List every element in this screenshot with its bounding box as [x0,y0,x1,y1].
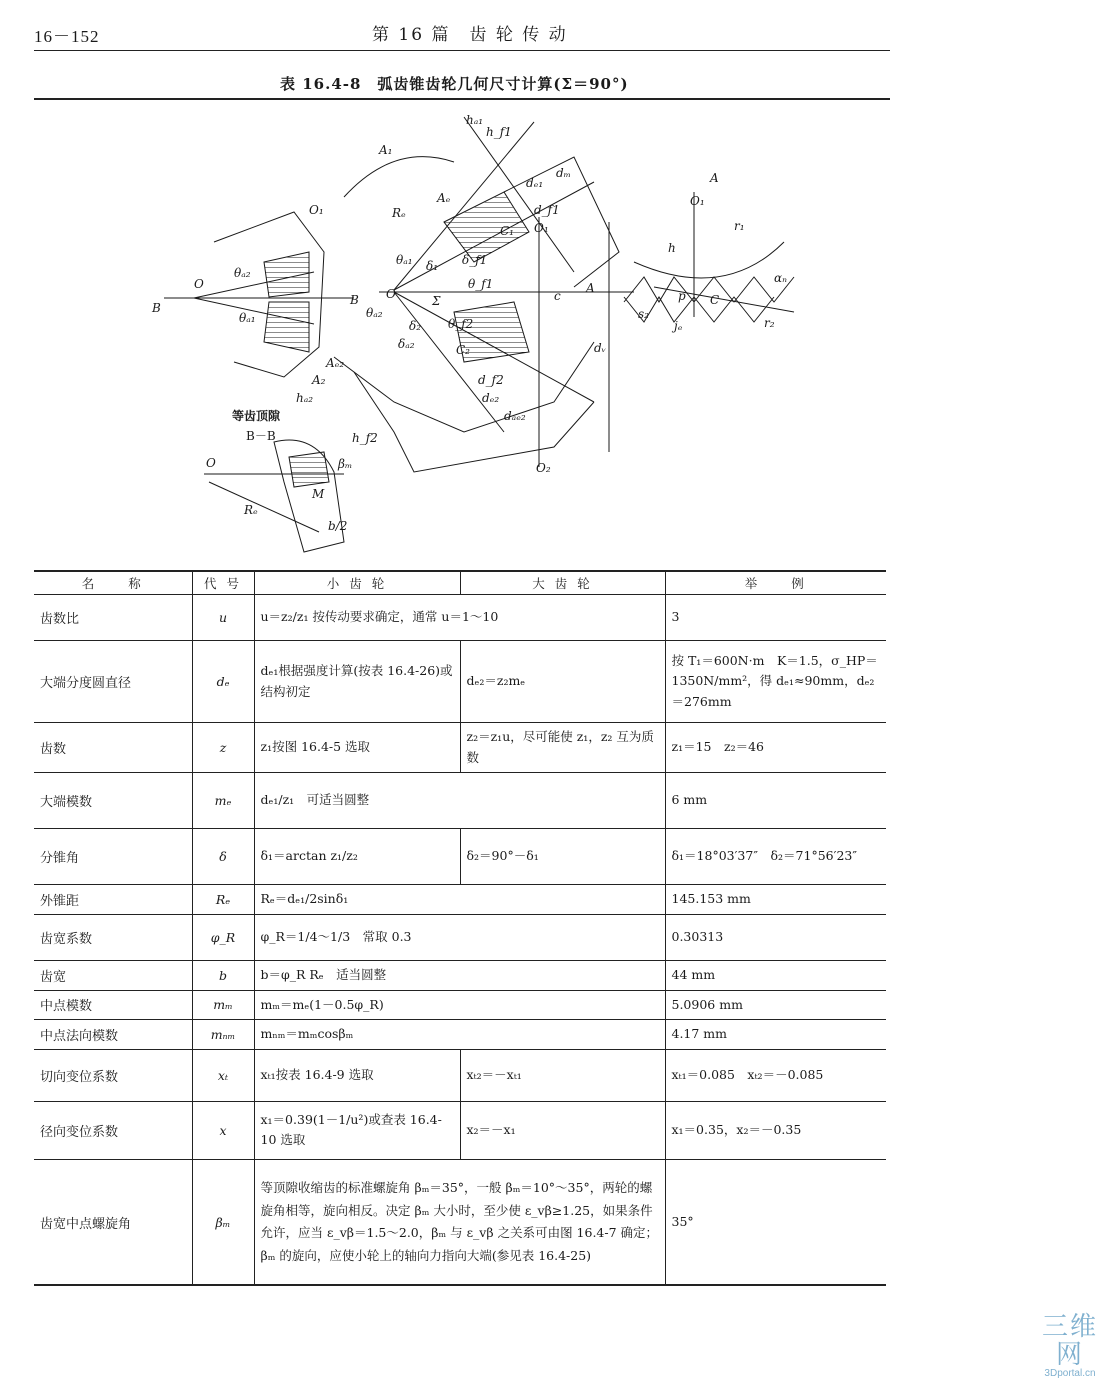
label-delta-f1: δ_f1 [462,253,488,267]
label-de2: dₑ₂ [482,391,500,405]
row-example: δ₁＝18°03′37″ δ₂＝71°56′23″ [665,829,886,885]
row-name: 齿宽系数 [34,914,192,960]
table-title: 表 16.4-8 弧齿锥齿轮几何尺寸计算(Σ＝90°) [280,75,629,93]
row-pinion: δ₁＝arctan z₁/z₂ [254,829,460,885]
label-A: A [586,281,595,295]
col-header-gear: 大 齿 轮 [460,571,665,595]
watermark-main: 三维网 [1041,1311,1098,1369]
row-gear: dₑ₂＝z₂mₑ [460,641,665,723]
row-gear: δ₂＝90°－δ₁ [460,829,665,885]
label-ha1: hₐ₁ [466,113,484,127]
label-B-left: B [152,301,161,315]
label-theta-f2: θ_f2 [448,317,474,331]
label-M: M [312,487,325,501]
row-symbol: mₘ [192,990,254,1020]
table-header-row [34,571,886,595]
label-beta-m: βₘ [338,457,353,471]
label-section-title: 等齿顶隙 [232,409,281,423]
pitch-line [654,287,794,312]
row-name: 径向变位系数 [34,1101,192,1159]
row-symbol: x [192,1101,254,1159]
label-C-right: C [710,293,720,307]
label-O2: O₂ [536,461,551,475]
table-row [34,1020,886,1050]
page-number: 16－152 [34,27,100,46]
row-name: 大端模数 [34,773,192,829]
label-section-name: B－B [246,429,276,443]
row-example: 3 [665,595,886,641]
row-name: 外锥距 [34,885,192,915]
table-row [34,1101,886,1159]
row-formula: mₙₘ＝mₘcosβₘ [254,1020,665,1050]
label-A-right: A [710,171,719,185]
tooth-profile-upper [624,277,794,302]
label-Ae: Aₑ [437,191,451,205]
label-ha2: hₐ₂ [296,391,314,405]
row-name: 齿数 [34,723,192,773]
row-example: 6 mm [665,773,886,829]
row-example: 5.0906 mm [665,990,886,1020]
table-row [34,914,886,960]
label-theta-a2-left: θₐ₂ [234,266,251,280]
row-symbol: b [192,960,254,990]
row-example: 0.30313 [665,914,886,960]
label-Re-low: Rₑ [244,503,258,517]
label-h: h [668,241,676,255]
bevel-gear-diagram [34,102,890,567]
label-C2: C₂ [456,343,470,357]
row-symbol: δ [192,829,254,885]
row-formula: b＝φ_R Rₑ 适当圆整 [254,960,665,990]
geometry-calculation-table [34,570,886,1286]
label-b2: b/2 [328,519,348,533]
row-formula: Rₑ＝dₑ₁/2sinδ₁ [254,885,665,915]
row-name: 中点法向模数 [34,1020,192,1050]
row-symbol: dₑ [192,641,254,723]
row-name: 齿数比 [34,595,192,641]
label-O1-right: O₁ [690,194,705,208]
table-row [34,1049,886,1101]
row-symbol: Rₑ [192,885,254,915]
row-example: 44 mm [665,960,886,990]
label-alpha-n: αₙ [774,271,787,285]
col-header-name: 名 称 [34,571,192,595]
label-O-left: O [194,277,204,291]
label-delta-a2: δₐ₂ [398,337,415,351]
row-example: 4.17 mm [665,1020,886,1050]
label-O1-left: O₁ [309,203,324,217]
row-pinion: z₁按图 16.4-5 选取 [254,723,460,773]
label-de1: dₑ₁ [526,176,544,190]
row-pinion: dₑ₁根据强度计算(按表 16.4-26)或结构初定 [254,641,460,723]
label-dae2: dₐₑ₂ [504,409,526,423]
col-header-pinion: 小 齿 轮 [254,571,460,595]
label-B-right: B [350,293,359,307]
label-je: jₑ [674,319,683,333]
row-symbol: βₘ [192,1159,254,1285]
row-symbol: mₙₘ [192,1020,254,1050]
row-name: 分锥角 [34,829,192,885]
label-r1: r₁ [734,219,745,233]
row-symbol: φ_R [192,914,254,960]
table-row [34,829,886,885]
row-symbol: xₜ [192,1049,254,1101]
label-theta-a2: θₐ₂ [366,306,383,320]
bb-hatch [289,452,329,487]
label-A2: A₂ [312,373,326,387]
label-c: c [554,289,561,303]
table-row [34,641,886,723]
label-theta-a1: θₐ₁ [396,253,413,267]
col-header-symbol: 代 号 [192,571,254,595]
label-delta1: δ₁ [426,259,439,273]
pinion-tooth-section [444,192,529,262]
label-O1: O₁ [534,221,549,235]
row-example: 145.153 mm [665,885,886,915]
row-example: 按 T₁＝600N·m K＝1.5，σ_HP＝1350N/mm²，得 dₑ₁≈90mm，dₑ₂＝276mm [665,641,886,723]
table-row [34,723,886,773]
left-hatch-upper [264,252,309,297]
label-hf2: h_f2 [352,431,378,445]
label-Ae2: Aₑ₂ [326,356,345,370]
row-name: 齿宽 [34,960,192,990]
row-symbol: mₑ [192,773,254,829]
label-theta-f1: θ_f1 [468,277,494,291]
pinion-pitch-arc [634,242,784,278]
table-row [34,773,886,829]
label-dm: dₘ [556,166,572,180]
row-formula: mₘ＝mₑ(1－0.5φ_R) [254,990,665,1020]
bb-cone-line [209,482,319,532]
table-row [34,960,886,990]
watermark [1032,1312,1108,1379]
row-gear: z₂＝z₁u，尽可能使 z₁，z₂ 互为质数 [460,723,665,773]
label-delta2: δ₂ [409,319,422,333]
gear-geometry-svg [34,102,890,567]
watermark-sub: 3Dportal.cn [1044,1368,1096,1379]
col-header-example: 举 例 [665,571,886,595]
header-rule [34,50,890,51]
label-O-low: O [206,456,216,470]
label-O: O [386,287,396,301]
label-sigma: Σ [432,294,441,308]
left-hatch-lower [264,302,309,352]
row-formula: u＝z₂/z₁ 按传动要求确定，通常 u＝1～10 [254,595,665,641]
row-name: 切向变位系数 [34,1049,192,1101]
label-A1: A₁ [379,143,393,157]
table-row [34,885,886,915]
row-formula: φ_R＝1/4～1/3 常取 0.3 [254,914,665,960]
label-r2: r₂ [764,316,775,330]
row-symbol: z [192,723,254,773]
label-C1: C₁ [500,224,514,238]
label-df1: d_f1 [534,203,560,217]
row-symbol: u [192,595,254,641]
label-Re: Rₑ [392,206,406,220]
row-pinion: xₜ₁按表 16.4-9 选取 [254,1049,460,1101]
row-example: xₜ₁＝0.085 xₜ₂＝－0.085 [665,1049,886,1101]
row-name: 中点模数 [34,990,192,1020]
table-row [34,1159,886,1285]
label-s2: s₂ [638,307,649,321]
label-df2: d_f2 [478,373,504,387]
label-theta-a1-left: θₐ₁ [239,311,256,325]
row-gear: x₂＝－x₁ [460,1101,665,1159]
row-example: 35° [665,1159,886,1285]
row-formula: 等顶隙收缩齿的标准螺旋角 βₘ＝35°，一般 βₘ＝10°～35°，两轮的螺旋角相等，旋向相反。决定 βₘ 大小时，至少使 ε_vβ≥1.25，如果条件允许，应当 ε_vβ＝1.5～2.0，βₘ 与 ε_vβ 之关系可由图 16.4-7 确定；βₘ 的旋向，应使小轮上的轴向力指向大端(参见表 16.4-25) [254,1159,665,1285]
row-example: z₁＝15 z₂＝46 [665,723,886,773]
label-hf1: h_f1 [486,125,512,139]
chapter-title: 第 16 篇 齿 轮 传 动 [372,25,568,45]
title-rule [34,98,890,100]
table-row [34,990,886,1020]
row-pinion: x₁＝0.39(1－1/u²)或查表 16.4-10 选取 [254,1101,460,1159]
label-dv: dᵥ [594,341,607,355]
label-p: p [678,289,686,303]
row-example: x₁＝0.35，x₂＝－0.35 [665,1101,886,1159]
row-name: 齿宽中点螺旋角 [34,1159,192,1285]
gear-back-outline [354,372,594,472]
row-gear: xₜ₂＝－xₜ₁ [460,1049,665,1101]
row-name: 大端分度圆直径 [34,641,192,723]
row-formula: dₑ₁/z₁ 可适当圆整 [254,773,665,829]
table-row [34,595,886,641]
